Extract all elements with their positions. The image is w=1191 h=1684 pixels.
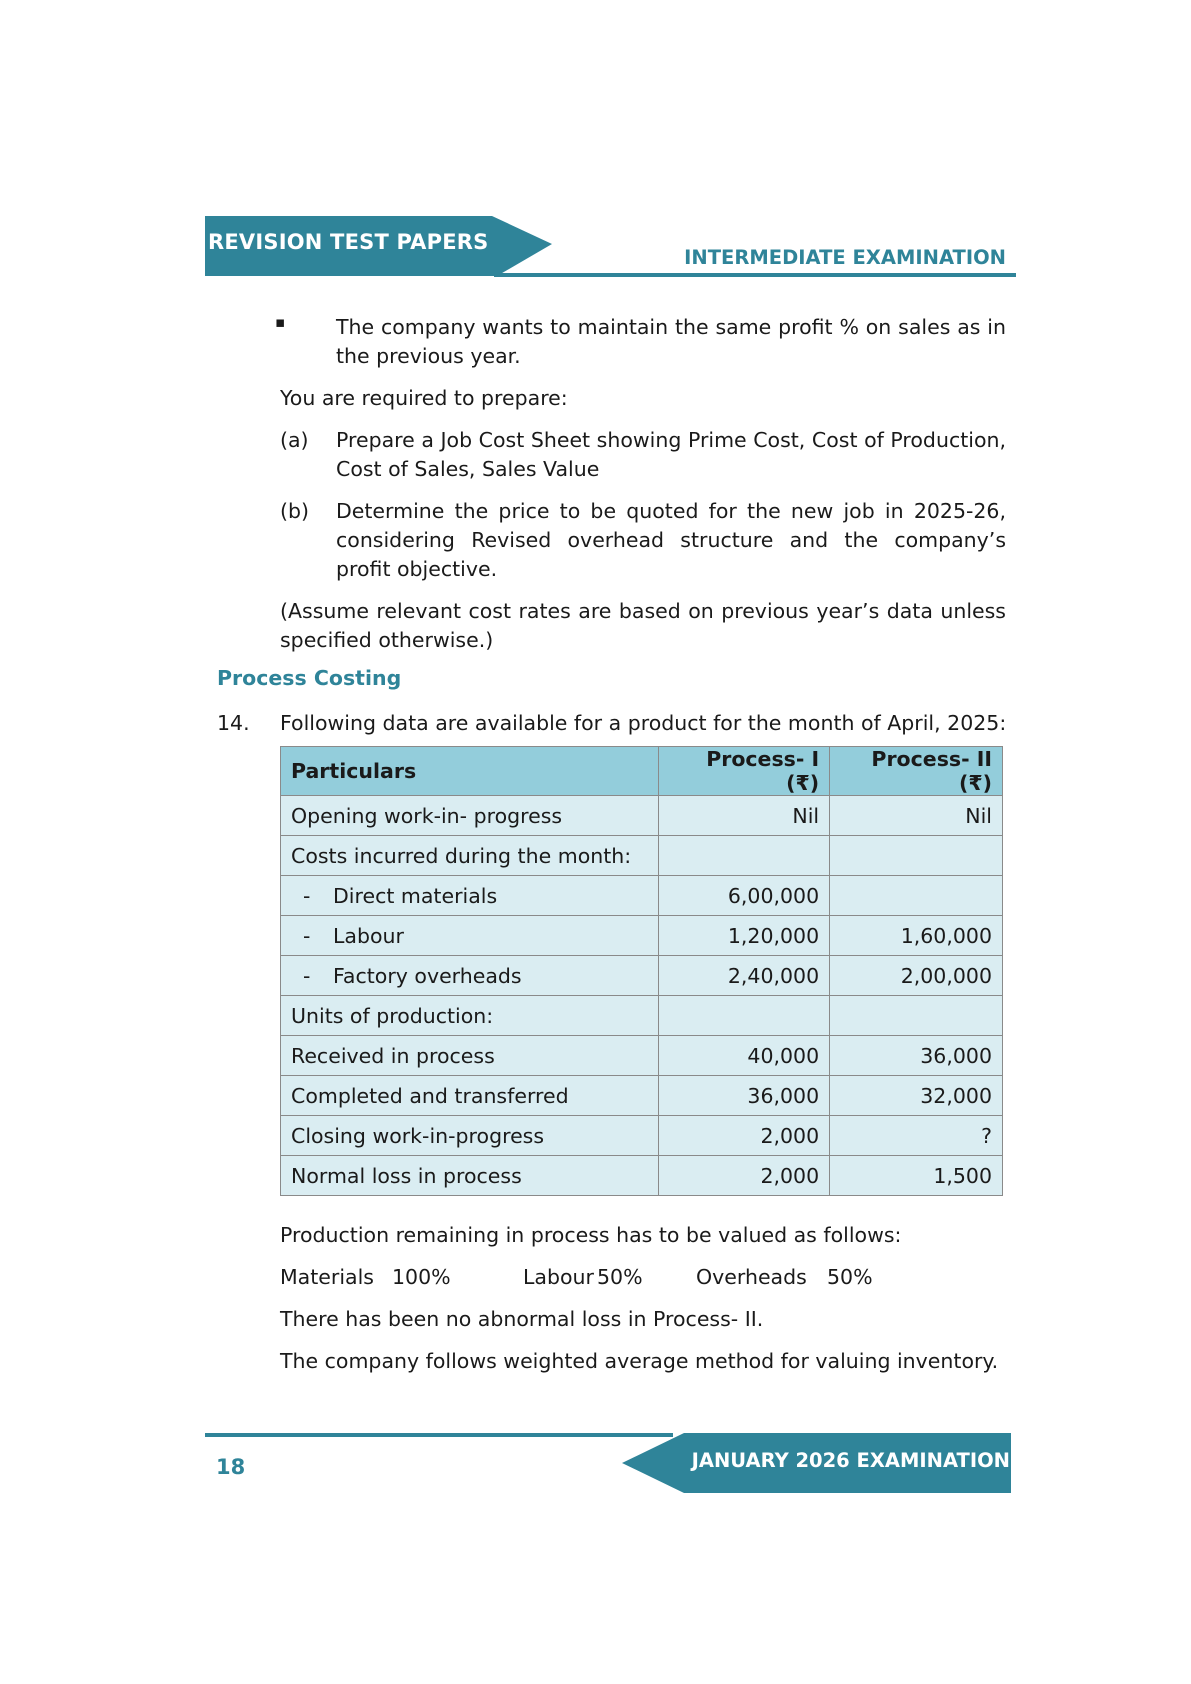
valuation-overheads-value: 50%	[827, 1265, 873, 1289]
required-intro: You are required to prepare:	[280, 386, 568, 410]
valuation-note: Production remaining in process has to be valued as follows:	[280, 1223, 902, 1247]
row-process-2	[830, 876, 1003, 916]
bullet-marker-icon: ▪	[275, 313, 286, 331]
row-process-1	[659, 836, 830, 876]
header-exam-title: INTERMEDIATE EXAMINATION	[684, 246, 1006, 269]
header-process-1: Process- I (₹)	[659, 747, 830, 796]
footer-exam-title: JANUARY 2026 EXAMINATION	[691, 1449, 1010, 1472]
question-number: 14.	[217, 711, 250, 735]
row-process-2: 1,500	[830, 1156, 1003, 1196]
row-process-1: 40,000	[659, 1036, 830, 1076]
row-process-1: 2,000	[659, 1116, 830, 1156]
table-row	[281, 1076, 1003, 1116]
row-process-2: 32,000	[830, 1076, 1003, 1116]
table-row	[281, 1116, 1003, 1156]
table-row	[281, 876, 1003, 916]
row-label-cell	[281, 876, 659, 916]
requirement-text-a: Prepare a Job Cost Sheet showing Prime Cost, Cost of Production, Cost of Sales, Sales Value	[336, 428, 1006, 481]
valuation-materials-label: Materials	[280, 1265, 374, 1289]
row-label: Direct materials	[333, 883, 498, 908]
row-label-cell	[281, 916, 659, 956]
table-row	[281, 796, 1003, 836]
row-process-1	[659, 996, 830, 1036]
table-row	[281, 1156, 1003, 1196]
row-label: Units of production:	[281, 996, 659, 1036]
table-row	[281, 956, 1003, 996]
row-dash: -	[303, 963, 311, 988]
row-process-2: 2,00,000	[830, 956, 1003, 996]
row-process-1: 6,00,000	[659, 876, 830, 916]
row-process-2: 1,60,000	[830, 916, 1003, 956]
requirement-text-b: Determine the price to be quoted for the new job in 2025-26, considering Revised overhead structure and the company’s profit objective.	[336, 499, 1006, 581]
question-text: Following data are available for a product for the month of April, 2025:	[280, 711, 1007, 735]
note-abnormal-loss: There has been no abnormal loss in Process- II.	[280, 1307, 764, 1331]
row-label: Completed and transferred	[281, 1076, 659, 1116]
header-particulars: Particulars	[281, 747, 659, 796]
footer-rule	[205, 1433, 673, 1437]
row-process-2	[830, 836, 1003, 876]
requirement-label-b: (b)	[280, 499, 310, 523]
row-process-1: Nil	[659, 796, 830, 836]
valuation-labour-value: 50%	[597, 1265, 643, 1289]
row-label: Closing work-in-progress	[281, 1116, 659, 1156]
page-number: 18	[216, 1455, 246, 1479]
table-row	[281, 916, 1003, 956]
process-data-table	[280, 746, 1003, 1196]
table-row	[281, 1036, 1003, 1076]
row-process-1: 2,000	[659, 1156, 830, 1196]
header-title: REVISION TEST PAPERS	[208, 230, 489, 254]
requirement-label-a: (a)	[280, 428, 309, 452]
section-heading: Process Costing	[217, 666, 402, 690]
valuation-labour-label: Labour	[523, 1265, 594, 1289]
row-process-2: Nil	[830, 796, 1003, 836]
row-process-1: 2,40,000	[659, 956, 830, 996]
valuation-materials-value: 100%	[392, 1265, 451, 1289]
row-label-cell	[281, 956, 659, 996]
header-process-2: Process- II (₹)	[830, 747, 1003, 796]
row-process-2: 36,000	[830, 1036, 1003, 1076]
row-process-1: 1,20,000	[659, 916, 830, 956]
table-row	[281, 836, 1003, 876]
row-dash: -	[303, 883, 311, 908]
row-label: Normal loss in process	[281, 1156, 659, 1196]
valuation-overheads-label: Overheads	[696, 1265, 807, 1289]
header-rule	[494, 273, 1016, 277]
row-process-2	[830, 996, 1003, 1036]
row-dash: -	[303, 923, 311, 948]
row-label: Labour	[333, 923, 404, 948]
row-label: Opening work-in- progress	[281, 796, 659, 836]
table-header-row	[281, 747, 1003, 796]
row-label: Factory overheads	[333, 963, 522, 988]
row-process-1: 36,000	[659, 1076, 830, 1116]
note-inventory-method: The company follows weighted average method for valuing inventory.	[280, 1349, 999, 1373]
assumption-note: (Assume relevant cost rates are based on previous year’s data unless specified otherwise.)	[280, 599, 1006, 652]
table-row	[281, 996, 1003, 1036]
bullet-text: The company wants to maintain the same profit % on sales as in the previous year.	[336, 315, 1006, 368]
row-label: Received in process	[281, 1036, 659, 1076]
row-label: Costs incurred during the month:	[281, 836, 659, 876]
row-process-2: ?	[830, 1116, 1003, 1156]
